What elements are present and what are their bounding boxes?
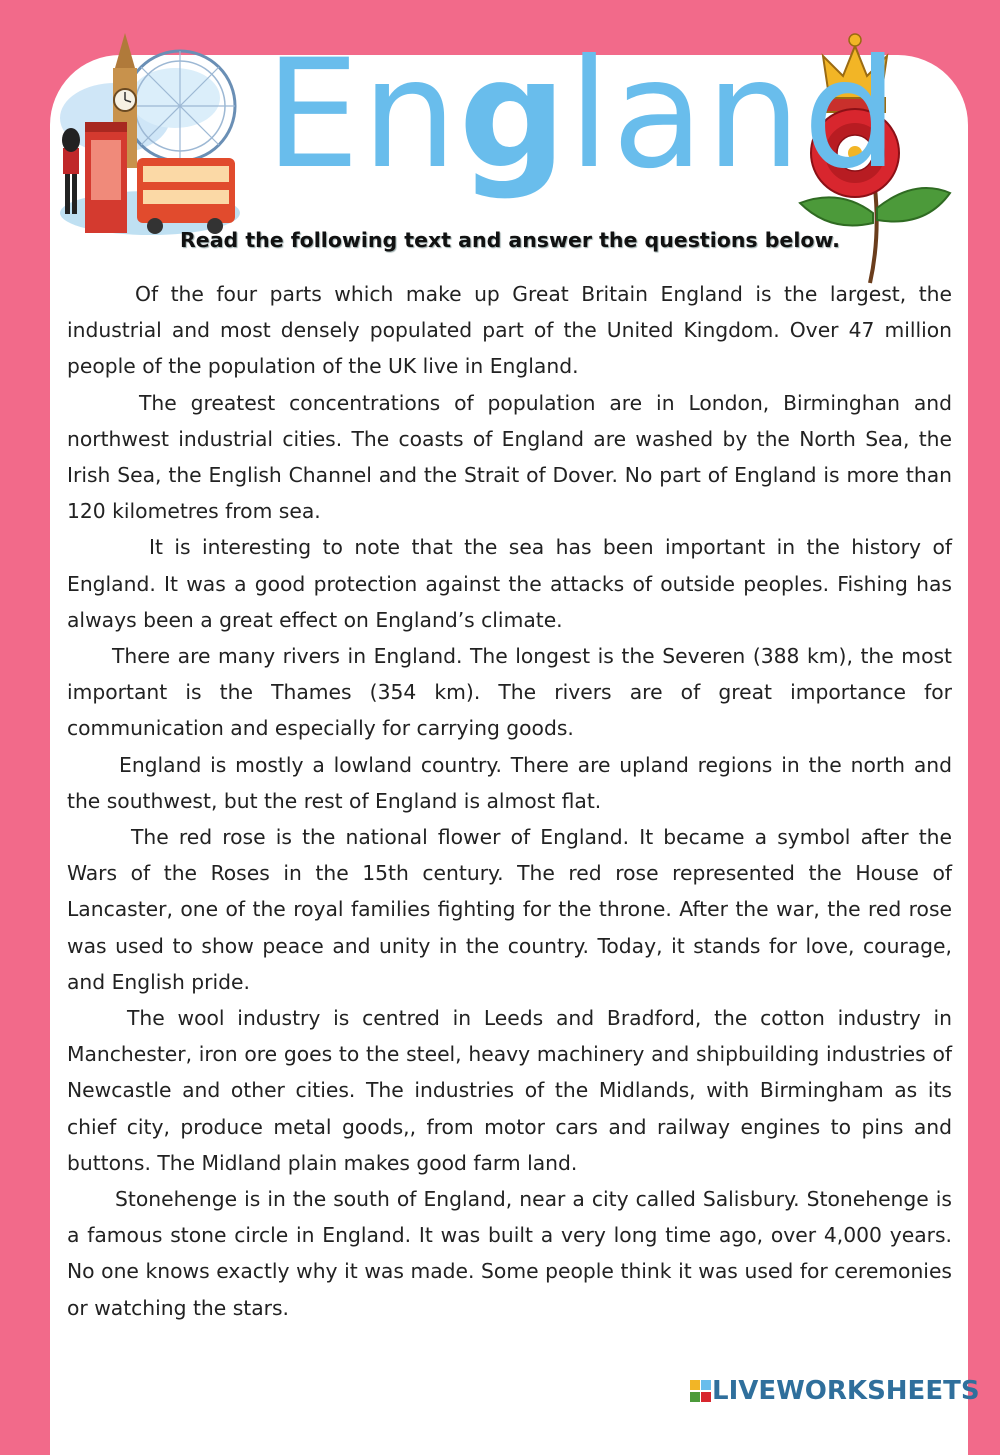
page-title: England xyxy=(265,28,901,202)
paragraph: Of the four parts which make up Great Britain England is the largest, the industrial and most densely populated part of the United Kingdom. Over 47 million people of the population of the UK live in England. xyxy=(67,282,952,379)
paragraph: The wool industry is centred in Leeds and Bradford, the cotton industry in Manchester, iron ore goes to the steel, heavy machinery and shipbuilding industries of Newcastle and other cities. The industries of the Midlands, with Birmingham as its chief city, produce metal goods,, from motor cars and railway engines to pins and buttons. The Midland plain makes good farm land. xyxy=(67,1006,952,1175)
london-landmarks-illustration xyxy=(55,28,245,243)
reading-text xyxy=(67,276,952,1326)
paragraph: It is interesting to note that the sea has been important in the history of England. It was a good protection against the attacks of outside peoples. Fishing has always been a great effect on England’s climate. xyxy=(67,535,952,632)
instruction-heading: Read the following text and answer the questions below. xyxy=(180,228,840,252)
paragraph: The red rose is the national flower of England. It became a symbol after the Wars of the Roses in the 15th century. The red rose represented the House of Lancaster, one of the royal families fighting for the throne. After the war, the red rose was used to show peace and unity in the country. Today, it stands for love, courage, and English pride. xyxy=(67,825,952,994)
paragraph: There are many rivers in England. The longest is the Severen (388 km), the most important is the Thames (354 km). The rivers are of great importance for communication and especially for carrying goods. xyxy=(67,644,952,741)
paragraph: The greatest concentrations of population are in London, Birminghan and northwest industrial cities. The coasts of England are washed by the North Sea, the Irish Sea, the English Channel and the Strait of Dover. No part of England is more than 120 kilometres from sea. xyxy=(67,390,952,524)
liveworksheets-brand xyxy=(690,1374,980,1408)
paragraph: England is mostly a lowland country. There are upland regions in the north and the southwest, but the rest of England is almost flat. xyxy=(67,752,952,813)
brand-label: LIVEWORKSHEETS xyxy=(712,1376,980,1406)
liveworksheets-logo-icon xyxy=(690,1378,712,1404)
paragraph: Stonehenge is in the south of England, near a city called Salisbury. Stonehenge is a famous stone circle in England. It was built a very long time ago, over 4,000 years. No one knows exactly why it was made. Some people think it was used for ceremonies or watching the stars. xyxy=(67,1187,952,1320)
